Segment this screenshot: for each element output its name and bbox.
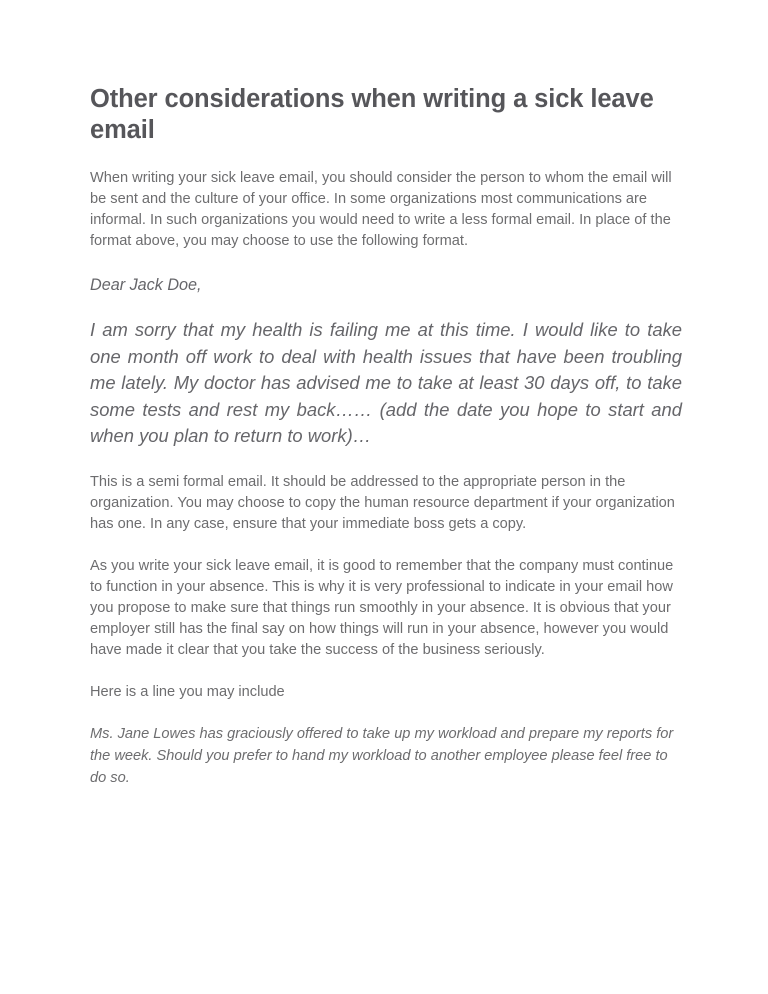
include-line-label: Here is a line you may include bbox=[90, 684, 285, 701]
sample-line-paragraph: Ms. Jane Lowes has graciously offered to take up my workload and prepare my reports for the week. Should you prefer to hand my workload to another employee please feel free to do so. bbox=[90, 726, 674, 787]
advice-paragraph: As you write your sick leave email, it is good to remember that the company must continue to function in your absence. This is why it is very professional to indicate in your email how you propose to make sure that things run smoothly in your absence. It is obvious that your employer still has the final say on how things will run in your absence, however you would have made it clear that you take the success of the business seriously. bbox=[90, 557, 674, 659]
intro-paragraph: When writing your sick leave email, you should consider the person to whom the email will be sent and the culture of your office. In some organizations most communications are informal. In such organizations you would need to write a less formal email. In place of the format above, you may choose to use the following format. bbox=[90, 170, 672, 250]
page-title: Other considerations when writing a sick leave email bbox=[90, 85, 654, 145]
note-paragraph: This is a semi formal email. It should be addressed to the appropriate person in the organization. You may choose to copy the human resource department if your organization has one. In any case, ensure that your immediate boss gets a copy. bbox=[90, 473, 675, 532]
letter-body-paragraph: I am sorry that my health is failing me at this time. I would like to take one month off work to deal with health issues that have been troubling me lately. My doctor has advised me to take at least 30 days off, to take some tests and rest my back…… (add the date you hope to start and when you plan to return to work)… bbox=[90, 319, 682, 447]
document-content bbox=[90, 84, 682, 790]
letter-salutation: Dear Jack Doe, bbox=[90, 275, 202, 294]
